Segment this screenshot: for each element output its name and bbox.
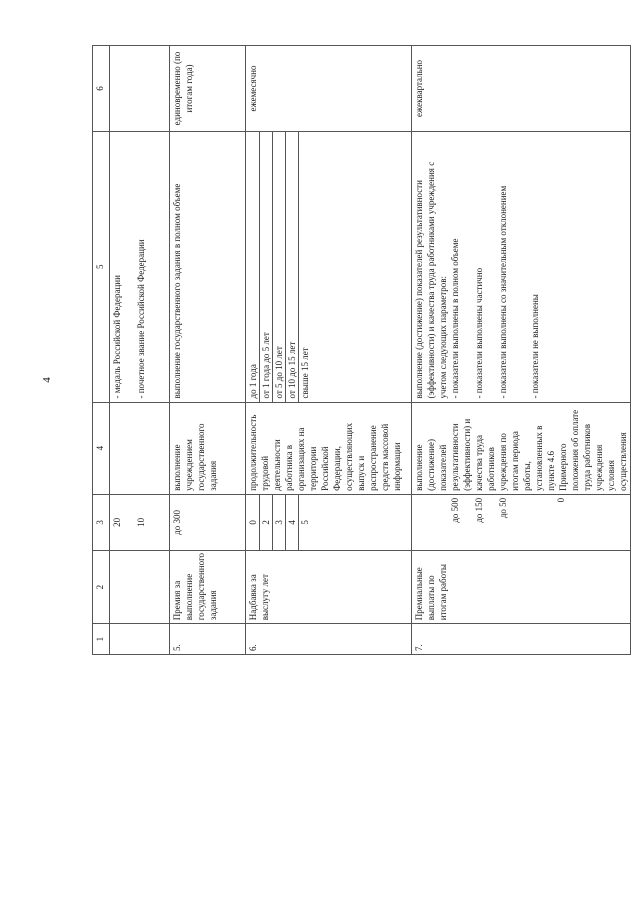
criteria-item: - показатели выполнены со значительным отклонением	[498, 185, 508, 399]
row-number: 7.	[412, 624, 631, 655]
row-period	[110, 46, 170, 132]
criteria-item: свыше 15 лет	[300, 347, 310, 399]
row-number: 6.	[246, 624, 412, 655]
value-item: 10	[136, 517, 146, 527]
row-name: Надбавка за выслугу лет	[246, 551, 412, 624]
criteria-item: - почетное звание Российской Федерации	[136, 239, 146, 399]
row-criteria	[412, 131, 631, 402]
criteria-item: от 10 до 15 лет	[286, 132, 299, 402]
value-item: 2	[260, 495, 273, 550]
header-col-4: 4	[93, 402, 110, 494]
condition-text-2: условия осуществления	[606, 432, 628, 491]
page-number: 4	[40, 377, 53, 383]
row-criteria: выполнение государственного задания в полном объеме	[170, 131, 246, 402]
value-item: 20	[112, 517, 122, 527]
value-item: до 500	[450, 497, 460, 523]
value-item: до 50	[498, 497, 508, 519]
criteria-item: до 1 года	[247, 132, 260, 402]
row-period: ежемесячно	[246, 46, 412, 132]
rotated-table-container	[92, 45, 628, 655]
row-name: Премия за выполнение государственного задания	[170, 551, 246, 624]
value-item: до 150	[474, 497, 484, 523]
row-criteria	[246, 131, 412, 402]
criteria-item: от 5 до 10 лет	[273, 132, 286, 402]
header-col-5: 5	[93, 131, 110, 402]
row-condition	[412, 402, 631, 494]
table-row-continuation	[110, 46, 170, 655]
value-item: 5	[300, 520, 310, 525]
row-values: до 300	[170, 494, 246, 550]
criteria-item: - показатели выполнены частично	[474, 267, 484, 399]
table-row-5	[170, 46, 246, 655]
table-row-6	[246, 46, 412, 655]
row-name	[110, 551, 170, 624]
row-condition: продолжительность трудовой деятельности работника в организациях на территории Российской Федерации, осуществляющих выпуск и распространение средств массовой информации	[246, 402, 412, 494]
row-criteria	[110, 131, 170, 402]
payments-table	[92, 45, 631, 655]
row-condition	[110, 402, 170, 494]
row-period: ежеквартально	[412, 46, 631, 132]
header-col-3: 3	[93, 494, 110, 550]
criteria-intro: выполнение (достижение) показателей результативности (эффективности) и качества труда работниками учреждения с учетом следующих параметров:	[414, 161, 448, 399]
value-item: 3	[273, 495, 286, 550]
row-condition: выполнение учреждением государственного задания	[170, 402, 246, 494]
row-values	[412, 494, 631, 550]
value-item: 0	[556, 497, 566, 503]
table-header-row	[93, 46, 110, 655]
row-values	[110, 494, 170, 550]
criteria-item: - показатели выполнены в полном объеме	[450, 238, 460, 399]
table-row-7	[412, 46, 631, 655]
criteria-item: от 1 года до 5 лет	[260, 132, 273, 402]
row-period: единовременно (по итогам года)	[170, 46, 246, 132]
value-item: 4	[286, 495, 299, 550]
header-col-6: 6	[93, 46, 110, 132]
value-item: 0	[247, 495, 260, 550]
criteria-item: - медаль Российской Федерации	[112, 275, 122, 399]
row-values	[246, 494, 412, 550]
row-number: 5.	[170, 624, 246, 655]
criteria-item: - показатели не выполнены	[530, 294, 540, 399]
criteria-item	[123, 135, 135, 399]
row-number	[110, 624, 170, 655]
condition-text: выполнение (достижение) показателей результативности (эффективности) и качества труда работников учреждения по итогам периода работы, установленных в пункте 4.6 Примерного положения об оплате труда работников учреждения	[414, 409, 604, 491]
header-col-1: 1	[93, 624, 110, 655]
header-col-2: 2	[93, 551, 110, 624]
row-name: Премиальные выплаты по итогам работы	[412, 551, 631, 624]
value-item	[123, 498, 135, 547]
